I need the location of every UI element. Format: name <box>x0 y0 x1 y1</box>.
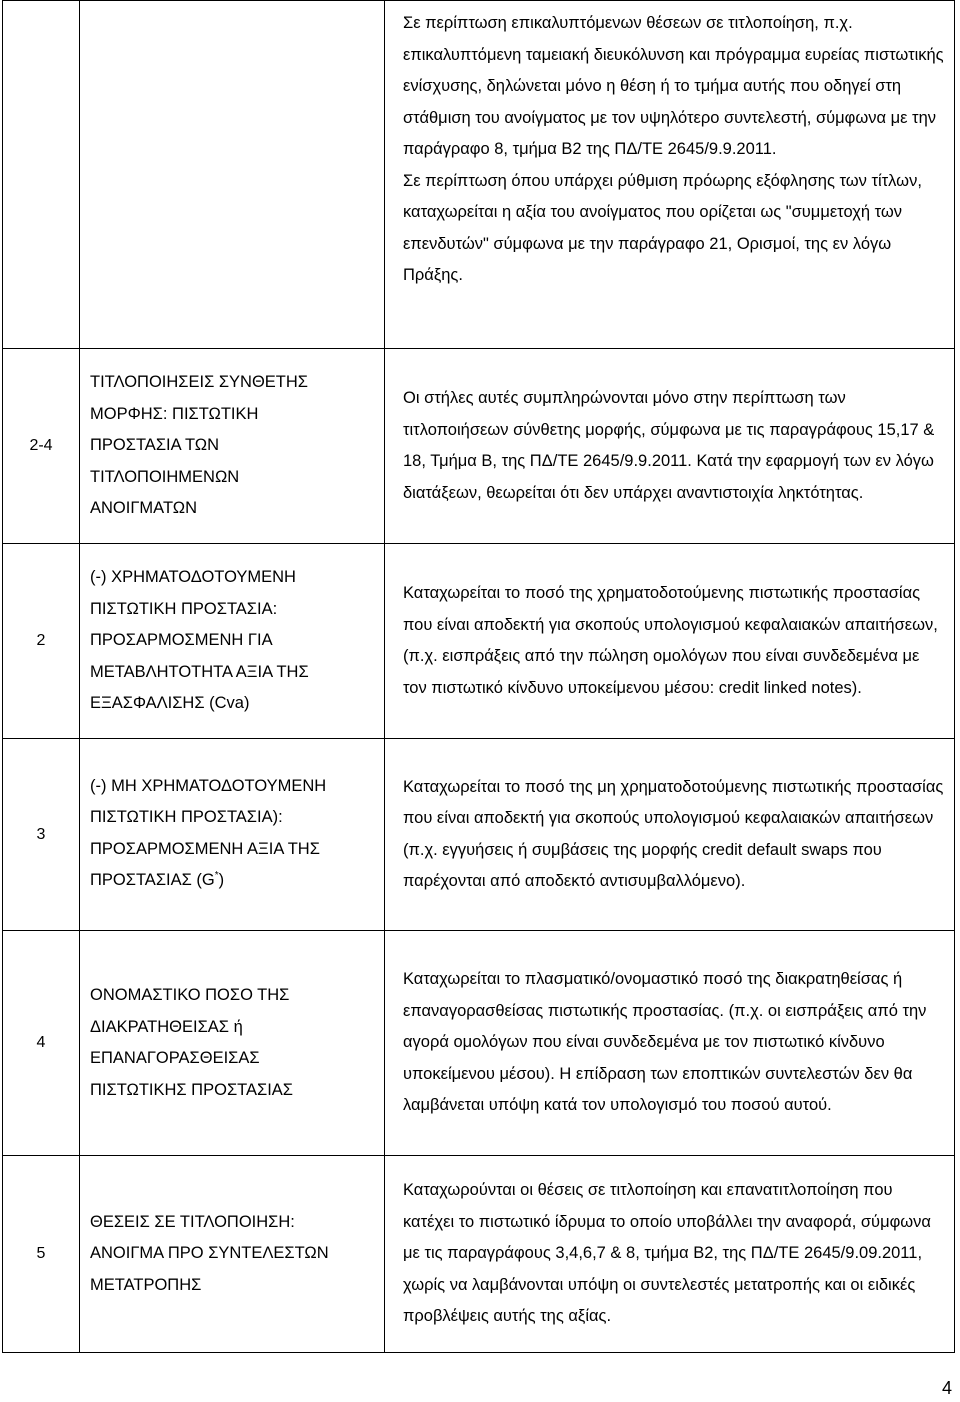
row-code: 3 <box>3 739 80 931</box>
row-title: (-) ΧΡΗΜΑΤΟΔΟΤΟΥΜΕΝΗ ΠΙΣΤΩΤΙΚΗ ΠΡΟΣΤΑΣΙΑ: ΠΡΟΣΑΡΜΟΣΜΕΝΗ ΓΙΑ ΜΕΤΑΒΛΗΤΟΤΗΤΑ ΑΞΙΑ ΤΗΣ ΕΞΑΣΦΑΛΙΣΗΣ (Cva) <box>80 544 385 739</box>
row-title-text: (-) ΜΗ ΧΡΗΜΑΤΟΔΟΤΟΥΜΕΝΗ ΠΙΣΤΩΤΙΚΗ ΠΡΟΣΤΑΣΙΑ): ΠΡΟΣΑΡΜΟΣΜΕΝΗ ΑΞΙΑ ΤΗΣ ΠΡΟΣΤΑΣΙΑΣ (G <box>90 776 327 889</box>
row-code: 2 <box>3 544 80 739</box>
table-row <box>3 544 955 739</box>
row-title <box>80 739 385 931</box>
row-description: Καταχωρείται το ποσό της μη χρηματοδοτούμενης πιστωτικής προστασίας που είναι αποδεκτή για σκοπούς υπολογισμού κεφαλαιακών απαιτήσεων (π.χ. εγγυήσεις ή συμβάσεις της μορφής credit default swaps που παρέχονται από αποδεκτό αντισυμβαλλόμενο). <box>385 739 955 931</box>
table-row <box>3 739 955 931</box>
row-title: ΘΕΣΕΙΣ ΣΕ ΤΙΤΛΟΠΟΙΗΣΗ: ΑΝΟΙΓΜΑ ΠΡΟ ΣΥΝΤΕΛΕΣΤΩΝ ΜΕΤΑΤΡΟΠΗΣ <box>80 1156 385 1353</box>
row-code: 5 <box>3 1156 80 1353</box>
row-code: 4 <box>3 931 80 1156</box>
specification-table <box>2 0 955 1353</box>
table-row-continuation <box>3 1 955 349</box>
row-description: Οι στήλες αυτές συμπληρώνονται μόνο στην περίπτωση των τιτλοποιήσεων σύνθετης μορφής, σύμφωνα με τις παραγράφους 15,17 & 18, Τμήμα Β, της ΠΔ/ΤΕ 2645/9.9.2011. Κατά την εφαρμογή των εν λόγω διατάξεων, θεωρείται ότι δεν υπάρχει αναντιστοιχία ληκτότητας. <box>385 349 955 544</box>
code-cell-empty <box>3 1 80 349</box>
row-title: ΤΙΤΛΟΠΟΙΗΣΕΙΣ ΣΥΝΘΕΤΗΣ ΜΟΡΦΗΣ: ΠΙΣΤΩΤΙΚΗ ΠΡΟΣΤΑΣΙΑ ΤΩΝ ΤΙΤΛΟΠΟΙΗΜΕΝΩΝ ΑΝΟΙΓΜΑΤΩΝ <box>80 349 385 544</box>
table-row <box>3 1156 955 1353</box>
page-number: 4 <box>941 1378 952 1398</box>
table-row <box>3 349 955 544</box>
title-cell-empty <box>80 1 385 349</box>
table-row <box>3 931 955 1156</box>
row-title: ΟΝΟΜΑΣΤΙΚΟ ΠΟΣΟ ΤΗΣ ΔΙΑΚΡΑΤΗΘΕΙΣΑΣ ή ΕΠΑΝΑΓΟΡΑΣΘΕΙΣΑΣ ΠΙΣΤΩΤΙΚΗΣ ΠΡΟΣΤΑΣΙΑΣ <box>80 931 385 1156</box>
description-cell <box>385 1 955 349</box>
row-description: Καταχωρούνται οι θέσεις σε τιτλοποίηση και επανατιτλοποίηση που κατέχει το πιστωτικό ίδρυμα το οποίο υποβάλλει την αναφορά, σύμφωνα με τις παραγράφους 3,4,6,7 & 8, τμήμα Β2, της ΠΔ/ΤΕ 2645/9.09.2011, χωρίς να λαμβάνονται υπόψη οι συντελεστές μετατροπής και οι ειδικές προβλέψεις αυτής της αξίας. <box>385 1156 955 1353</box>
row-title-close: ) <box>218 871 225 889</box>
row-code: 2-4 <box>3 349 80 544</box>
description-paragraph: Σε περίπτωση επικαλυπτόμενων θέσεων σε τιτλοποίηση, π.χ. επικαλυπτόμενη ταμειακή διευκόλυνση και πρόγραμμα ευρείας πιστωτικής ενίσχυσης, δηλώνεται μόνο η θέση ή το τμήμα αυτής που οδηγεί στη στάθμιση του ανοίγματος με τον υψηλότερο συντελεστή, σύμφωνα με την παράγραφο 8, τμήμα Β2 της ΠΔ/ΤΕ 2645/9.9.2011. <box>403 14 944 158</box>
row-description: Καταχωρείται το πλασματικό/ονομαστικό ποσό της διακρατηθείσας ή επαναγορασθείσας πιστωτικής προστασίας. (π.χ. οι εισπράξεις από την αγορά ομολόγων που είναι συνδεδεμένα με τον πιστωτικό κίνδυνο υποκείμενου μέσου). Η επίδραση των εποπτικών συντελεστών δεν θα λαμβάνεται υπόψη κατά τον υπολογισμό του ποσού αυτού. <box>385 931 955 1156</box>
row-description: Καταχωρείται το ποσό της χρηματοδοτούμενης πιστωτικής προστασίας που είναι αποδεκτή για σκοπούς υπολογισμού κεφαλαιακών απαιτήσεων, (π.χ. εισπράξεις από την πώληση ομολόγων που είναι συνδεδεμένα με τον πιστωτικό κίνδυνο υποκείμενου μέσου: credit linked notes). <box>385 544 955 739</box>
description-paragraph: Σε περίπτωση όπου υπάρχει ρύθμιση πρόωρης εξόφλησης των τίτλων, καταχωρείται η αξία του ανοίγματος που ορίζεται ως "συμμετοχή των επενδυτών" σύμφωνα με την παράγραφο 21, Ορισμοί, της εν λόγω Πράξης. <box>403 171 922 284</box>
asterisk-superscript: * <box>214 870 219 881</box>
